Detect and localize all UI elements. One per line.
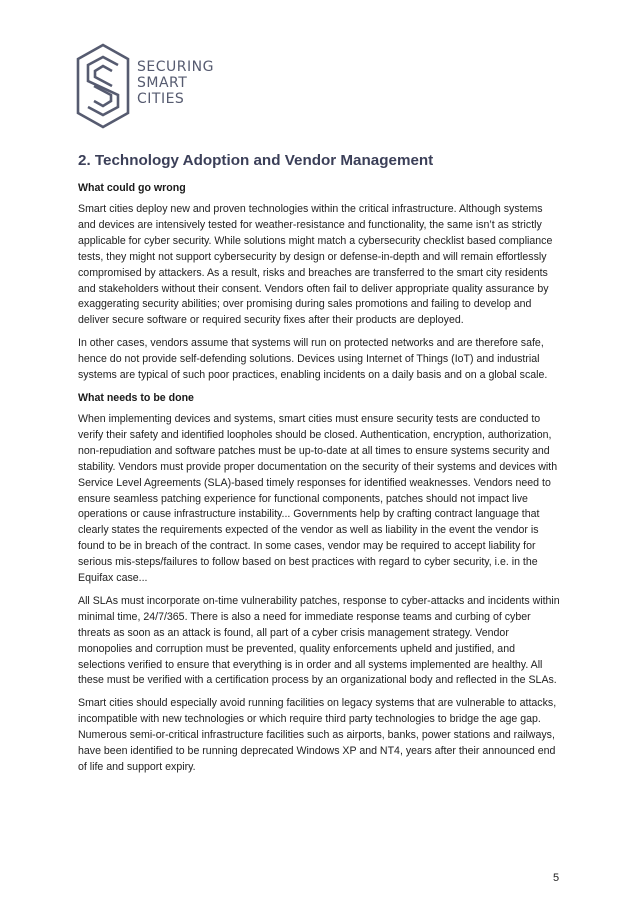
section-title: 2. Technology Adoption and Vendor Management (78, 152, 434, 169)
logo-wordmark (137, 59, 214, 107)
page-number: 5 (553, 872, 560, 884)
securing-smart-cities-logo (76, 43, 226, 131)
subheading-what-could-go-wrong: What could go wrong (78, 182, 186, 194)
document-body (78, 152, 560, 783)
subheading-what-needs-to-be-done: What needs to be done (78, 391, 194, 404)
paragraph: When implementing devices and systems, smart cities must ensure security tests are conducted to verify their safety and identified loopholes should be closed. Authentication, encryption, authorization, non-repudiation and software patches must be up-to-date at all times to ensure systems security and stability. Vendors must provide proper documentation on the security of their systems and devices with Service Level Agreements (SLA)-based timely responses for identified weaknesses. Vendors need to ensure seamless patching experience for functional components, patches should not impact live operations or cause infrastructure instability... Governments help by crafting contract language that clearly states the requirements expected of the vendor as well as liability in the event the vendor is found to be in breach of the contract. In some cases, vendor may be required to accept liability for serious mis-steps/failures to follow based on best practices with regard to cyber security, i.e. in the Equifax case... (78, 412, 558, 585)
paragraph: Smart cities deploy new and proven technologies within the critical infrastructure. Although systems and devices are intensively tested for weather-resistance and functionality, the same isn’t as strictly applicable for cyber security. While solutions might match a cybersecurity checklist based compliance tests, they might not support cybersecurity by design or defense-in-depth and will remain effortlessly compromised by attackers. As a result, risks and breaches are transferred to the smart city residents and stakeholders without their consent. Vendors often fail to deliver appropriate quality assurance by exaggerating security abilities; over promising during sales promotions and failing to develop and deliver secure software or required security fixes after their products are deployed. (78, 203, 553, 327)
logo-line-securing: SECURING (137, 59, 214, 75)
logo-line-smart: SMART (137, 75, 188, 91)
logo-line-cities: CITIES (137, 91, 185, 107)
paragraph: Smart cities should especially avoid running facilities on legacy systems that are vulnerable to attacks, incompatible with new technologies or which require third party technologies to bridge the age gap. Numerous semi-or-critical infrastructure facilities such as airports, banks, power stations and railways, have been identified to be running deprecated Windows XP and NT4, years after their announced end of life and support expiry. (78, 697, 557, 773)
paragraph: All SLAs must incorporate on-time vulnerability patches, response to cyber-attacks and incidents within minimal time, 24/7/365. There is also a need for immediate response teams and curbing of cyber threats as soon as an attack is found, all part of a cyber crisis management strategy. Vendor monopolies and corruption must be prevented, quality enforcements upheld and justified, and selections verified to ensure that everything is in order and all systems implemented are healthy. All these must be verified with a certification process by an organizational body and reflected in the SLAs. (78, 594, 560, 687)
paragraph: In other cases, vendors assume that systems will run on protected networks and are therefore safe, hence do not provide self-defending solutions. Devices using Internet of Things (IoT) and industrial systems are typical of such poor practices, enabling incidents on a daily basis and on a global scale. (78, 337, 548, 382)
hexagon-s-logo-icon (76, 43, 130, 129)
